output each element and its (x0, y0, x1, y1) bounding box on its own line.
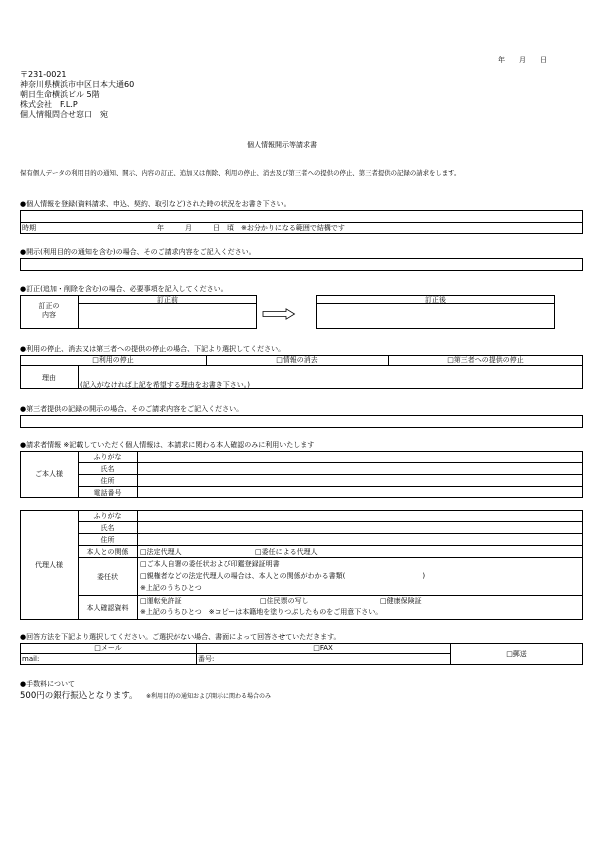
time-label: 時期 (22, 224, 36, 232)
id-note: ※上記のうちひとつ ※コピーは本籍地を塗りつぶしたものをご用意下さい。 (140, 608, 383, 616)
building-line: 朝日生命横浜ビル 5階 (20, 90, 100, 99)
fax-number-field[interactable] (216, 654, 448, 664)
intro-text: 保有個人データの利用目的の通知、開示、内容の訂正、追加又は削除、利用の停止、消去及び第三者への提供の停止、第三者提供の記録の請求をします。 (20, 169, 461, 177)
time-value[interactable]: 年 月 日 頃 ※お分かりになる範囲で結構です (157, 224, 345, 232)
proxy-note: ※上記のうちひとつ (140, 584, 202, 592)
id-option-resident[interactable]: □住民票の写し (260, 597, 309, 605)
fee-amount: 500円の銀行振込となります。 (20, 691, 138, 701)
registration-status-field[interactable] (21, 211, 582, 221)
section-response-heading: ●回答方法を下記より選択してください。ご選択がない場合、書面によって回答させていただきます。 (20, 633, 341, 641)
recipient-line: 個人情報問合せ窓口 宛 (20, 110, 108, 119)
correction-label-2: 内容 (42, 311, 56, 319)
fax-number-label: 番号: (198, 655, 215, 663)
proxy-option-1[interactable]: □ご本人自署の委任状および印鑑登録証明書 (140, 560, 280, 568)
relation-option-legal[interactable]: □法定代理人 (140, 548, 182, 556)
disclosure-field[interactable] (20, 258, 583, 271)
agent-name-field[interactable] (138, 522, 582, 532)
relation-option-delegated[interactable]: □委任による代理人 (255, 548, 318, 556)
relation-label: 本人との関係 (86, 548, 129, 556)
option-erase[interactable]: □情報の消去 (276, 356, 318, 364)
agent-furigana-label: ふりがな (93, 512, 122, 520)
mail-field[interactable] (42, 654, 194, 664)
self-furigana-field[interactable] (138, 452, 582, 461)
section-registration-heading: ●個人情報を登録(資料請求、申込、契約、取引など)された時の状況をお書き下さい。 (20, 200, 291, 208)
company-name: 株式会社 F.L.P (20, 100, 78, 109)
section-requester-heading: ●請求者情報 ※記載していただく個人情報は、本請求に関わる本人確認のみに利用いたします (20, 441, 315, 449)
agent-label: 代理人様 (35, 561, 63, 569)
fee-heading: ●手数料について (20, 680, 75, 688)
option-stop-third-party[interactable]: □第三者への提供の停止 (447, 356, 524, 364)
divider (78, 595, 583, 596)
page-title: 個人情報開示等請求書 (247, 141, 317, 149)
before-label: 訂正前 (157, 296, 178, 304)
option-stop-use[interactable]: □利用の停止 (92, 356, 134, 364)
section-disclosure-heading: ●開示(利用目的の通知を含む)の場合、そのご請求内容をご記入ください。 (20, 248, 256, 256)
proxy-label: 委任状 (97, 573, 118, 581)
correction-before-field[interactable] (79, 304, 256, 328)
id-option-insurance[interactable]: □健康保険証 (380, 597, 422, 605)
self-address-label: 住所 (100, 477, 115, 485)
self-name-label: 氏名 (100, 465, 115, 473)
self-furigana-label: ふりがな (93, 453, 122, 461)
agent-furigana-field[interactable] (138, 511, 582, 520)
proxy-option-2[interactable]: □親権者などの法定代理人の場合は、本人との関係がわかる書類( ) (140, 572, 426, 580)
third-party-record-field[interactable] (20, 415, 583, 428)
agent-name-label: 氏名 (100, 524, 115, 532)
agent-address-label: 住所 (100, 536, 115, 544)
response-post-option[interactable]: □郵送 (506, 650, 527, 658)
divider (20, 222, 583, 223)
mail-label: mail: (22, 655, 40, 663)
divider (78, 545, 583, 546)
section-correction-heading: ●訂正(追加・削除を含む)の場合、必要事項を記入してください。 (20, 285, 228, 293)
self-label: ご本人様 (35, 470, 63, 478)
section-third-party-record-heading: ●第三者提供の記録の開示の場合、そのご請求内容をご記入ください。 (20, 405, 244, 413)
after-label: 訂正後 (425, 296, 446, 304)
right-arrow-icon (262, 308, 296, 320)
reason-label: 理由 (42, 374, 56, 382)
fee-note: ※利用目的の通知および開示に関わる場合のみ (146, 693, 272, 700)
correction-after-field[interactable] (317, 304, 554, 328)
postal-code: 〒231-0021 (20, 70, 67, 79)
address-line: 神奈川県横浜市中区日本大通60 (20, 80, 135, 89)
divider (78, 557, 583, 558)
correction-label-1: 訂正の (38, 302, 60, 310)
date-line: 年 月 日 (498, 56, 547, 64)
reason-note: (記入がなければ上記を希望する理由をお書き下さい。) (80, 381, 250, 389)
address-block (20, 70, 134, 120)
self-phone-label: 電話番号 (93, 489, 122, 497)
agent-address-field[interactable] (138, 534, 582, 544)
reason-field[interactable] (79, 366, 582, 380)
section-stop-use-heading: ●利用の停止、消去又は第三者への提供の停止の場合、下記より選択してください。 (20, 345, 286, 353)
self-phone-field[interactable] (138, 487, 582, 497)
response-fax-option[interactable]: □FAX (313, 644, 333, 652)
id-document-label: 本人確認資料 (86, 604, 129, 612)
response-email-option[interactable]: □メール (94, 644, 122, 652)
self-name-field[interactable] (138, 463, 582, 473)
self-address-field[interactable] (138, 475, 582, 485)
id-option-license[interactable]: □運転免許証 (140, 597, 182, 605)
